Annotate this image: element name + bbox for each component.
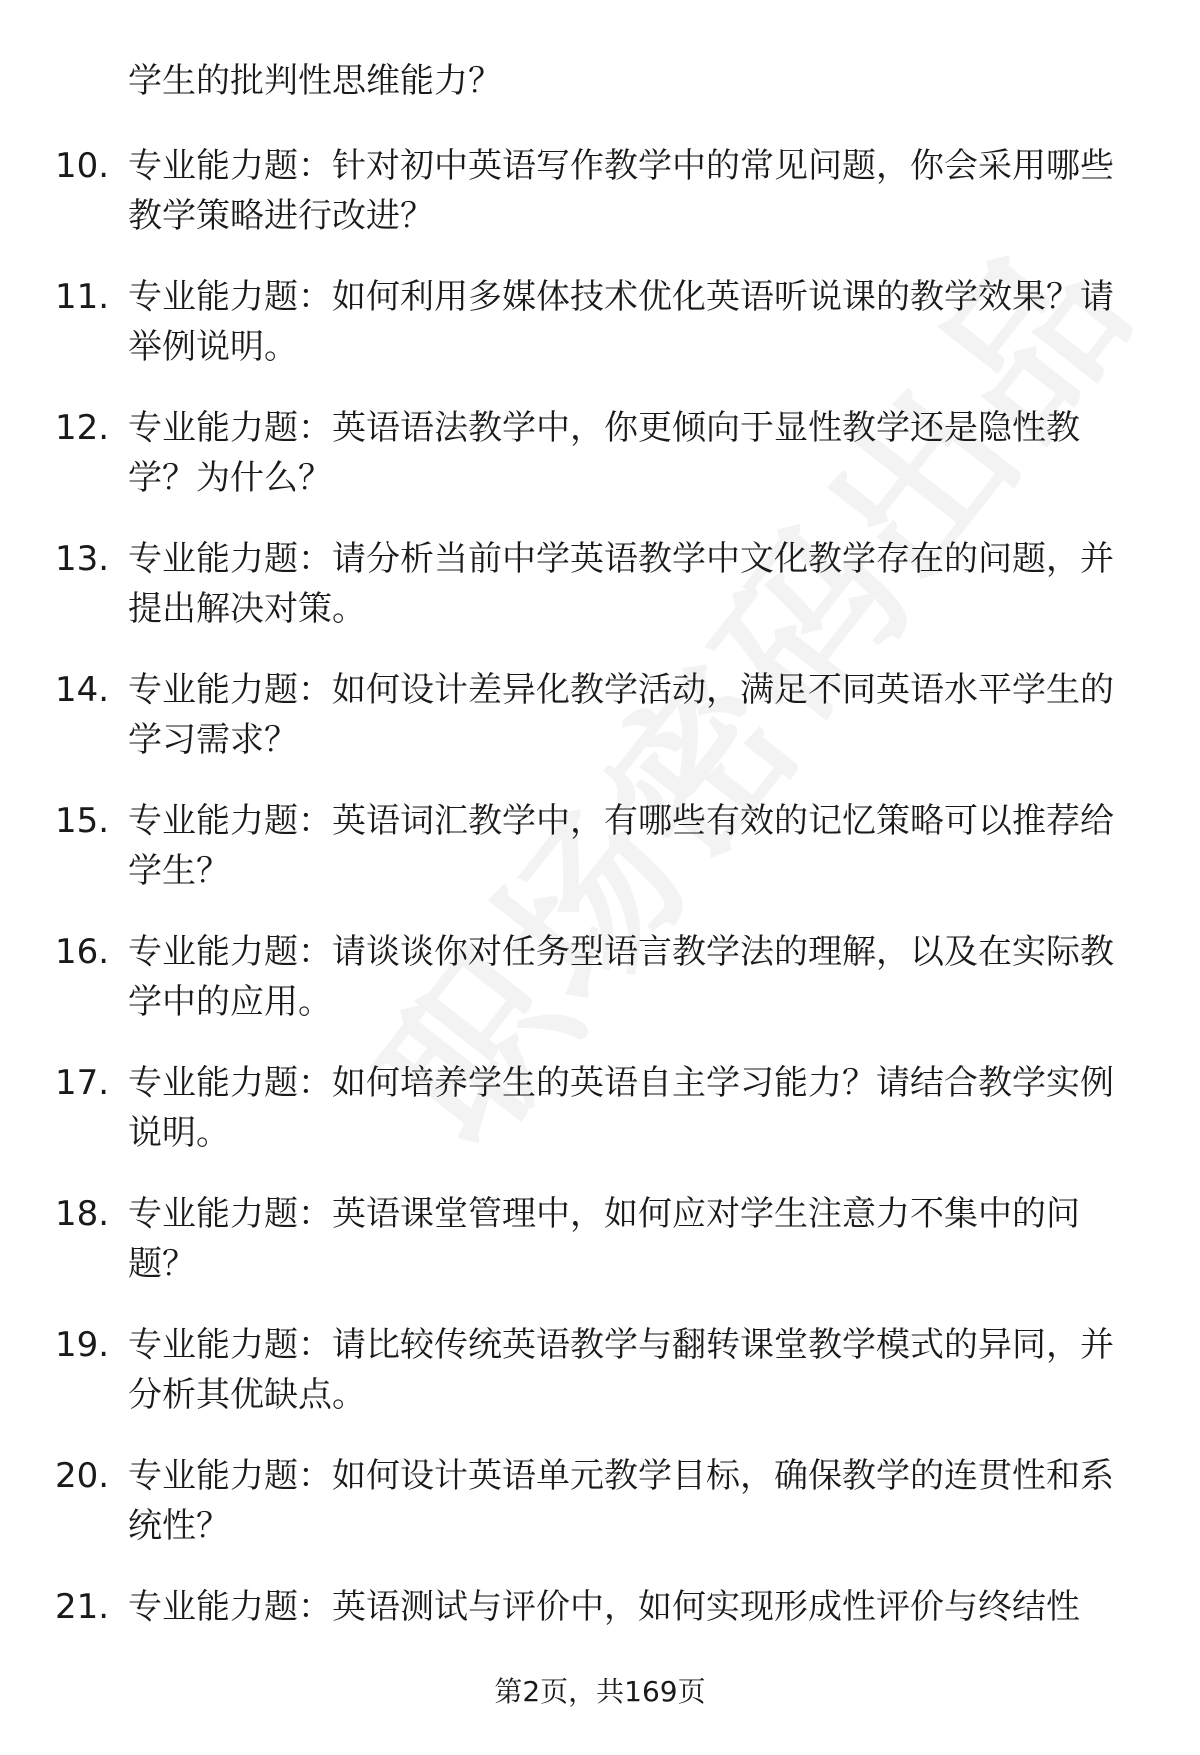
question-number: 11. (55, 277, 110, 317)
question-item (55, 796, 1135, 927)
question-number: 18. (55, 1194, 110, 1234)
question-text: 专业能力题：请谈谈你对任务型语言教学法的理解，以及在实际教学中的应用。 (128, 932, 1114, 1022)
question-text: 专业能力题：英语语法教学中，你更倾向于显性教学还是隐性教学？为什么？ (128, 408, 1080, 498)
question-item (55, 141, 1135, 272)
question-item (55, 534, 1135, 665)
question-text: 专业能力题：请比较传统英语教学与翻转课堂教学模式的异同，并分析其优缺点。 (128, 1325, 1114, 1415)
question-text: 专业能力题：英语测试与评价中，如何实现形成性评价与终结性 (128, 1587, 1080, 1627)
question-number: 15. (55, 801, 110, 841)
question-text: 专业能力题：如何设计英语单元教学目标，确保教学的连贯性和系统性？ (128, 1456, 1114, 1546)
page-footer: 第2页，共169页 (494, 1675, 706, 1708)
question-list (55, 141, 1135, 1713)
question-text: 专业能力题：如何设计差异化教学活动，满足不同英语水平学生的学习需求？ (128, 670, 1114, 760)
question-item (55, 272, 1135, 403)
question-number: 21. (55, 1587, 110, 1627)
question-text: 专业能力题：如何培养学生的英语自主学习能力？请结合教学实例说明。 (128, 1063, 1114, 1153)
question-text: 专业能力题：如何利用多媒体技术优化英语听说课的教学效果？请举例说明。 (128, 277, 1114, 367)
question-number: 13. (55, 539, 110, 579)
question-text: 专业能力题：针对初中英语写作教学中的常见问题，你会采用哪些教学策略进行改进？ (128, 146, 1114, 236)
question-number: 16. (55, 932, 110, 972)
question-text: 专业能力题：英语课堂管理中，如何应对学生注意力不集中的问题？ (128, 1194, 1080, 1284)
question-item (55, 1451, 1135, 1582)
question-number: 20. (55, 1456, 110, 1496)
question-number: 19. (55, 1325, 110, 1365)
question-item (55, 1320, 1135, 1451)
question-number: 12. (55, 408, 110, 448)
question-number: 10. (55, 146, 110, 186)
question-item (55, 927, 1135, 1058)
question-item (55, 403, 1135, 534)
question-number: 17. (55, 1063, 110, 1103)
question-item (55, 665, 1135, 796)
question-item (55, 1189, 1135, 1320)
question-text: 专业能力题：英语词汇教学中，有哪些有效的记忆策略可以推荐给学生？ (128, 801, 1114, 891)
question-text: 专业能力题：请分析当前中学英语教学中文化教学存在的问题，并提出解决对策。 (128, 539, 1114, 629)
question-continuation: 学生的批判性思维能力？ (128, 61, 502, 101)
question-item (55, 1058, 1135, 1189)
question-number: 14. (55, 670, 110, 710)
